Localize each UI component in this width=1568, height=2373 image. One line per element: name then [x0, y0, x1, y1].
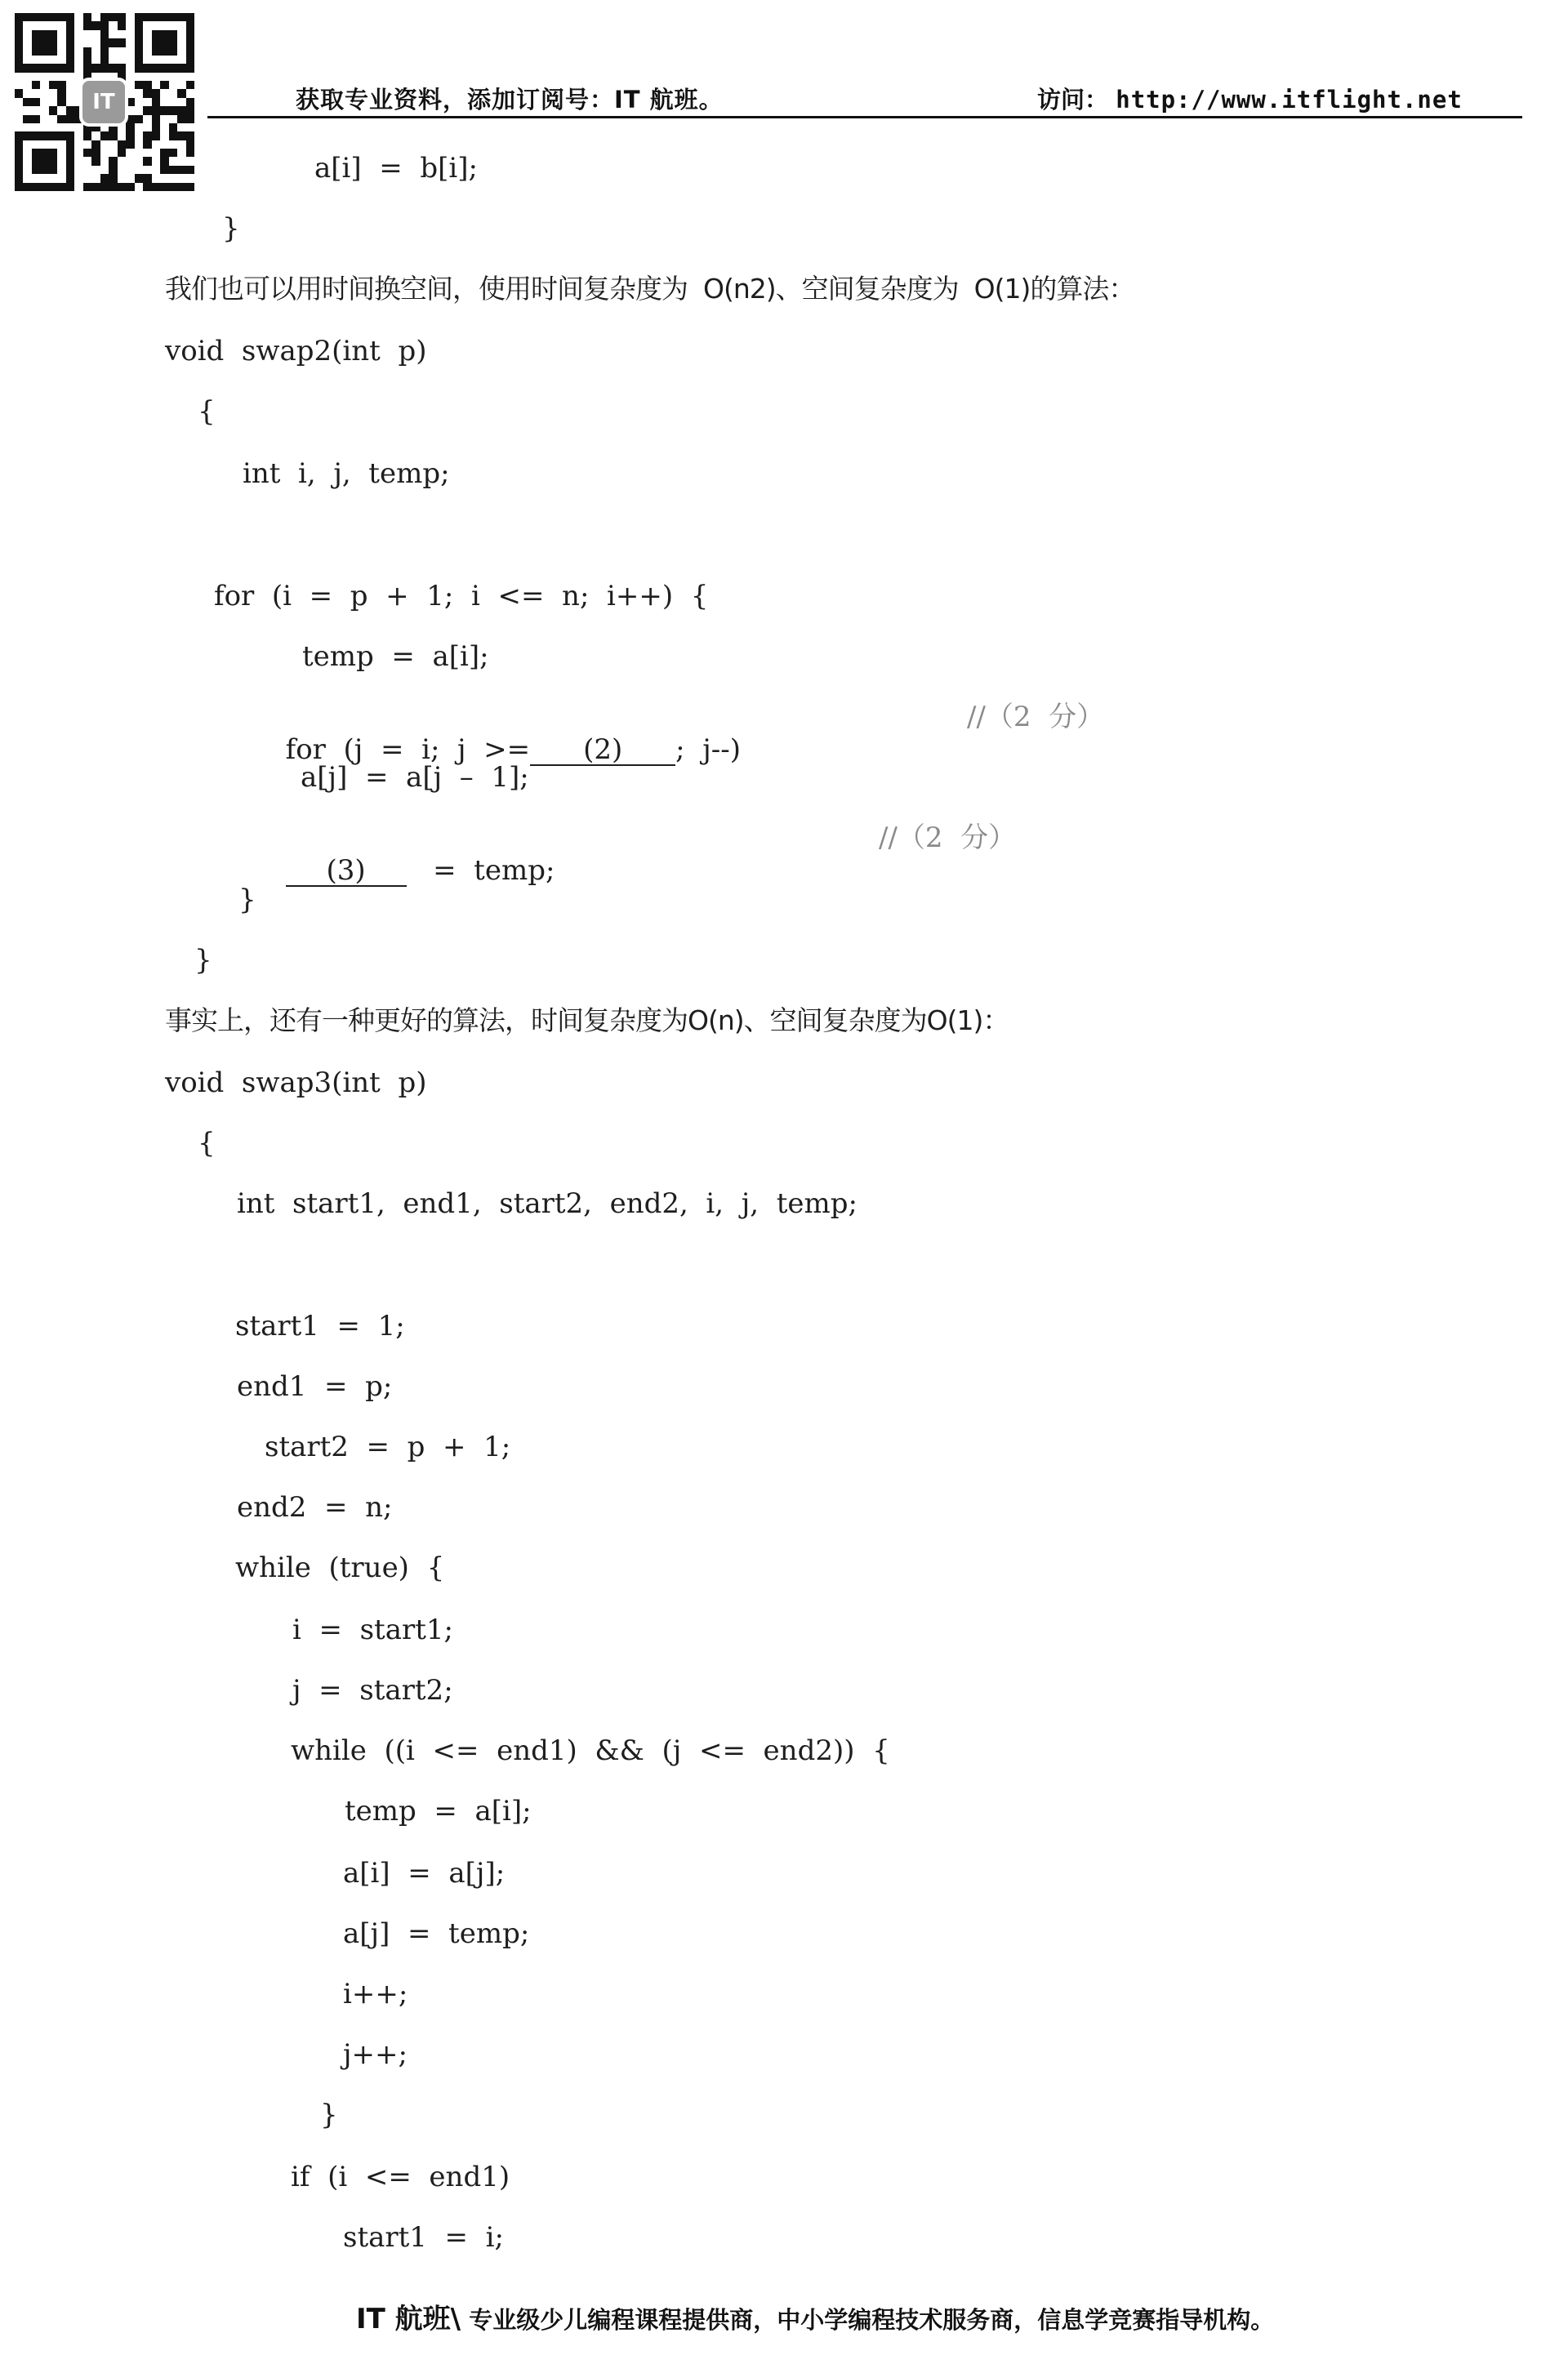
code-line: i++;: [343, 1978, 408, 2010]
score-note: //（2 分）: [879, 821, 1017, 854]
footer-brand: IT 航班\: [356, 2303, 461, 2335]
code-line: while (true) {: [235, 1552, 445, 1584]
code-line: void swap2(int p): [165, 335, 427, 367]
prose-line: 事实上，还有一种更好的算法，时间复杂度为O(n)、空间复杂度为O(1)：: [165, 1004, 1009, 1036]
code-line: start1 = 1;: [235, 1310, 405, 1342]
header-subscribe-text: 获取专业资料，添加订阅号：IT 航班。: [296, 86, 724, 114]
code-line: a[i] = b[i];: [314, 152, 479, 185]
code-line: j = start2;: [292, 1674, 453, 1707]
code-line: {: [198, 1127, 216, 1160]
code-line: a[j] = a[j – 1];: [301, 761, 529, 794]
qr-logo-badge: IT: [79, 78, 128, 127]
code-line: start1 = i;: [343, 2221, 504, 2254]
code-line: {: [198, 395, 216, 428]
footer-text: 专业级少儿编程课程提供商，中小学编程技术服务商，信息学竞赛指导机构。: [461, 2306, 1275, 2334]
code-line: [268, 821, 555, 887]
code-fragment: ; j--): [675, 733, 742, 766]
code-line: }: [238, 884, 256, 916]
code-line: for (i = p + 1; i <= n; i++) {: [214, 580, 709, 612]
code-line: [268, 701, 741, 766]
code-line: j++;: [343, 2038, 408, 2071]
code-line: i = start1;: [292, 1614, 453, 1646]
footer-slogan: [356, 2296, 1274, 2336]
code-line: a[i] = a[j];: [343, 1857, 506, 1890]
code-line: temp = a[i];: [345, 1795, 532, 1828]
score-note: //（2 分）: [967, 701, 1105, 733]
code-fragment: = temp;: [433, 854, 555, 887]
code-line: }: [194, 944, 212, 977]
code-line: int i, j, temp;: [243, 457, 450, 490]
answer-blank-3[interactable]: (3): [286, 856, 407, 887]
code-fragment: for (j = i; j >=: [285, 733, 531, 766]
code-line: end1 = p;: [237, 1370, 393, 1403]
code-line: if (i <= end1): [291, 2161, 510, 2193]
prose-line: 我们也可以用时间换空间，使用时间复杂度为 O(n2)、空间复杂度为 O(1)的算法：: [165, 273, 1135, 305]
header-visit-label: 访问：: [1037, 86, 1109, 114]
answer-blank-2[interactable]: (2): [530, 735, 675, 766]
header-rule: [207, 116, 1522, 118]
code-line: end2 = n;: [237, 1491, 393, 1524]
code-line: }: [320, 2099, 338, 2131]
code-line: start2 = p + 1;: [265, 1431, 511, 1463]
code-line: void swap3(int p): [165, 1066, 427, 1099]
header-url-link[interactable]: http://www.itflight.net: [1116, 86, 1463, 114]
code-line: a[j] = temp;: [343, 1917, 530, 1950]
header-visit: [1037, 82, 1463, 115]
code-line: }: [222, 212, 240, 245]
code-line: int start1, end1, start2, end2, i, j, temp;: [237, 1187, 858, 1220]
code-line: temp = a[i];: [302, 640, 489, 673]
code-line: while ((i <= end1) && (j <= end2)) {: [291, 1734, 890, 1767]
